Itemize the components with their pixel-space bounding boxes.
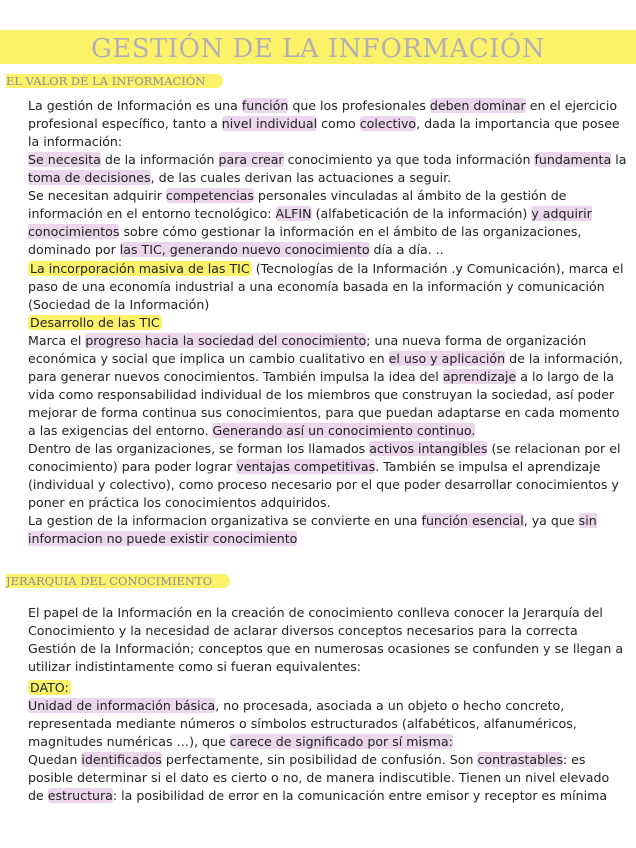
section-heading-valor: EL VALOR DE LA INFORMACIÓN	[6, 74, 223, 88]
paragraph-dato-label: DATO:	[30, 680, 69, 695]
section-heading-jerarquia: JERARQUIA DEL CONOCIMIENTO	[6, 574, 230, 588]
paragraph-funcion-esencial: La gestion de la informacion organizativa se convierte en una función esencial, ya que sin informacion no puede existir conocimiento	[28, 513, 597, 546]
paragraph-incorporacion-tic: La incorporación masiva de las TIC (Tecnologías de la Información .y Comunicación), marca el paso de una economía industrial a una economía basada en la información y comunicación (Sociedad de la Información)	[28, 261, 624, 312]
paragraph-dato-caracteristicas: Quedan identificados perfectamente, sin posibilidad de confusión. Son contrastables: es posible determinar si el dato es cierto o no, de manera indiscutible. Tienen un nivel elevado de estructura: la posibilidad de error en la comunicación entre emisor y receptor es mínima	[28, 752, 610, 803]
paragraph-intro: La gestión de Información es una función que los profesionales deben dominar en el ejercicio profesional específico, tanto a nivel individual como colectivo, dada la importancia que posee la información:	[28, 98, 620, 149]
page-title: GESTIÓN DE LA INFORMACIÓN	[91, 34, 545, 64]
paragraph-activos-intangibles: Dentro de las organizaciones, se forman los llamados activos intangibles (se relacionan por el conocimiento) para poder lograr ventajas competitivas. También se impulsa el aprendizaje (individual y colectivo), como proceso necesario por el que poder desarrollar conocimientos y poner en práctica los conocimientos adquiridos.	[28, 441, 621, 510]
paragraph-desarrollo-label: Desarrollo de las TIC	[30, 315, 160, 330]
paragraph-se-necesita: Se necesita de la información para crear conocimiento ya que toda información fundamenta la toma de decisiones, de las cuales derivan las actuaciones a seguir.	[28, 152, 627, 185]
paragraph-competencias: Se necesitan adquirir competencias personales vinculadas al ámbito de la gestión de información en el entorno tecnológico: ALFIN (alfabeticación de la información) y adquirir conocimientos sobre cómo gestionar la información en el ámbito de las organizaciones, dominado por las TIC, generando nuevo conocimiento día a día. ..	[28, 188, 592, 257]
paragraph-jerarquia-intro: El papel de la Información en la creación de conocimiento conlleva conocer la Jerarquía del Conocimiento y la necesidad de aclarar diversos conceptos necesarios para la correcta Gestión de la Información; conceptos que en numerosas ocasiones se confunden y se llegan a utilizar indistintamente como si fueran equivalentes:	[28, 605, 624, 674]
paragraph-marca-el-progreso: Marca el progreso hacia la sociedad del conocimiento; una nueva forma de organización económica y social que implica un cambio cualitativo en el uso y aplicación de la información, para generar nuevos conocimientos. También impulsa la idea del aprendizaje a lo largo de la vida como responsabilidad individual de los miembros que construyan la sociedad, así poder mejorar de forma continua sus conocimientos, para que puedan adaptarse en cada momento a las exigencias del entorno. Generando así un conocimiento continuo.	[28, 333, 623, 438]
paragraph-dato-definicion: Unidad de información básica, no procesada, asociada a un objeto o hecho concreto, representada mediante números o símbolos estructurados (alfabéticos, alfanuméricos, magnitudes numéricas …), que carece de significado por sí misma:	[28, 698, 577, 749]
